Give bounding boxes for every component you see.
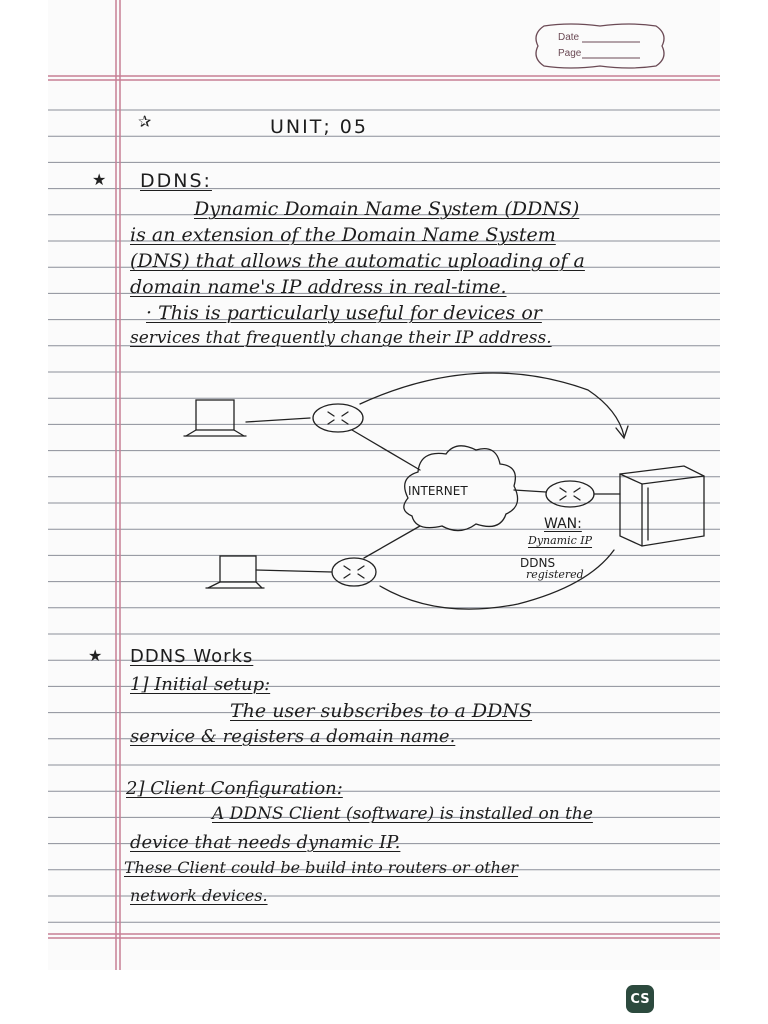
internet-label: INTERNET: [408, 484, 468, 498]
section1-line: · This is particularly useful for devices or: [146, 302, 542, 324]
step1-title: 1] Initial setup:: [130, 674, 271, 695]
step2-line: device that needs dynamic IP.: [130, 832, 401, 853]
section1-line: domain name's IP address in real-time.: [130, 276, 507, 298]
router-icon: [332, 558, 376, 586]
router-icon: [313, 404, 363, 432]
page-label: Page: [558, 48, 582, 59]
computer-icon: [206, 556, 264, 588]
section1-line: Dynamic Domain Name System (DDNS): [194, 198, 580, 220]
ddns-label: DDNS: [520, 556, 556, 570]
date-box-frame: [530, 20, 668, 72]
unit-title: UNIT; 05: [270, 116, 368, 138]
section1-line: (DNS) that allows the automatic uploading of a: [130, 250, 585, 272]
step2-line: network devices.: [130, 886, 268, 905]
registered-label: registered: [526, 568, 584, 581]
section1-heading: DDNS:: [140, 170, 212, 192]
date-page-box: [530, 20, 668, 72]
step2-line: A DDNS Client (software) is installed on the: [212, 804, 593, 824]
step2-title: 2] Client Configuration:: [126, 778, 343, 799]
wan-label: WAN:: [544, 516, 582, 532]
section1-line: services that frequently change their IP address.: [130, 328, 552, 348]
section2-heading: DDNS Works: [130, 646, 254, 667]
router-icon: [546, 481, 594, 507]
date-label: Date: [558, 32, 580, 43]
ddns-network-diagram: [48, 360, 720, 620]
server-icon: [620, 466, 704, 546]
star-icon: ★: [92, 170, 107, 189]
computer-icon: [184, 400, 246, 436]
logo-text: CS: [630, 991, 650, 1007]
star-icon: ✰: [138, 112, 152, 131]
step2-line: These Client could be build into routers or other: [124, 858, 519, 877]
camscanner-logo-icon: [626, 985, 654, 1013]
dynamic-ip-label: Dynamic IP: [528, 534, 593, 547]
notebook-page: [48, 0, 720, 970]
star-icon: ★: [88, 646, 103, 665]
step1-line: The user subscribes to a DDNS: [230, 700, 533, 722]
step1-line: service & registers a domain name.: [130, 726, 456, 747]
section1-line: is an extension of the Domain Name System: [130, 224, 556, 246]
